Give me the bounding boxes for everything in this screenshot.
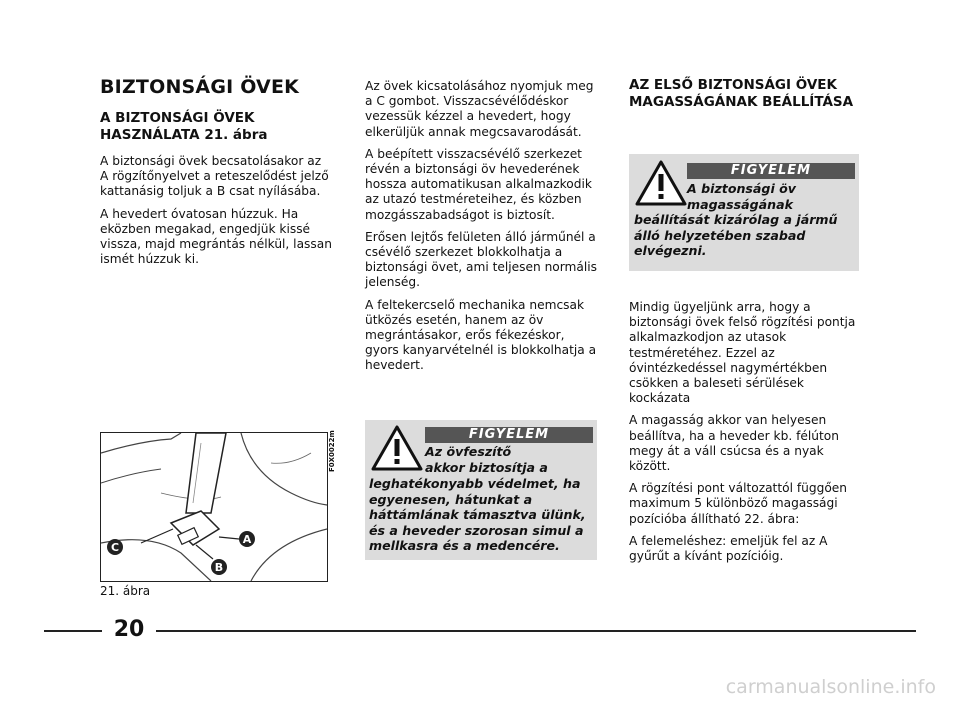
footer-rule-left [44,630,102,632]
paragraph: A rögzítési pont változattól függően maximum 5 különböző magassági pozícióba állítható 22. ábra: [629,481,847,526]
figure-code: F0X0022m [328,430,336,472]
warning-label: FIGYELEM [687,163,855,179]
warning-triangle-icon [635,160,687,210]
paragraph: A hevedert óvatosan húzzuk. Ha eközben megakad, engedjük kissé vissza, majd megrántás nélkül, lassan ismét húzzuk ki. [100,206,332,267]
paragraph: Az övek kicsatolásához nyomjuk meg a C gombot. Visszacsévélődéskor vezessük kézzel a hevedert, hogy elkerüljük annak megcsavarodását. [365,79,594,139]
paragraph: Erősen lejtős felületen álló járműnél a csévélő szerkezet blokkolhatja a biztonsági övet, ami teljesen normális jelenség. [365,229,598,290]
warning-triangle-icon [371,425,423,475]
page-title: BIZTONSÁGI ÖVEK [100,76,300,98]
paragraph: Mindig ügyeljünk arra, hogy a biztonsági övek felső rögzítési pontja alkalmazkodjon az utasok testméretéhez. Ezzel az óvintézkedéssel nagymértékben csökken a baleseti sérülések kockázata [629,300,856,406]
label-a: A [242,533,252,546]
warning-text-rest: leghatékonyabb védelmet, ha egyenesen, hátunkat a háttámlának támasztva ülünk, és a heveder szorosan simul a mellkasra és a medencére. [369,476,586,553]
warning-text-top: A biztonsági öv magasságának [687,181,797,212]
label-b: C [110,541,120,554]
seatbelt-illustration [101,433,327,581]
column-2 [365,79,600,381]
label-c: B [214,561,224,574]
section-title-usage: A BIZTONSÁGI ÖVEK HASZNÁLATA 21. ábra [100,110,268,143]
warning-text-top: Az övfeszítő akkor biztosítja a [425,444,548,475]
column-3 [629,300,864,571]
warning-text-rest: beállítását kizárólag a jármű álló helyzetében szabad elvégezni. [634,212,838,258]
figure-seatbelt-buckle [100,432,328,582]
warning-label: FIGYELEM [425,427,593,443]
paragraph: A feltekercselő mechanika nemcsak ütközés esetén, hanem az öv megrántásakor, erős fékezéskor, gyors kanyarvételnél is blokkolhatja a hevedert. [365,297,597,373]
column-1 [100,154,332,274]
warning-box-tensioner [365,420,597,560]
watermark: carmanualsonline.info [725,676,936,698]
paragraph: A beépített visszacsévélő szerkezet révén a biztonsági öv hevederének hossza automatikusan alkalmazkodik az utazó testméreteihez, és közben mozgásszabadságot is biztosít. [365,146,592,222]
paragraph: A biztonsági övek becsatolásakor az A rögzítőnyelvet a reteszelődést jelző kattanásig toljuk a B csat nyílásába. [100,154,329,199]
figure-caption: 21. ábra [100,584,151,598]
footer-rule-right [156,630,916,632]
warning-box-height [629,154,859,271]
section-title-height: AZ ELSŐ BIZTONSÁGI ÖVEK MAGASSÁGÁNAK BEÁLLÍTÁSA [629,77,854,110]
paragraph: A magasság akkor van helyesen beállítva, ha a heveder kb. félúton megy át a váll csúcsa és a nyak között. [629,413,839,474]
paragraph: A felemeléshez: emeljük fel az A gyűrűt a kívánt pozícióig. [629,533,828,564]
page-number: 20 [113,617,145,642]
